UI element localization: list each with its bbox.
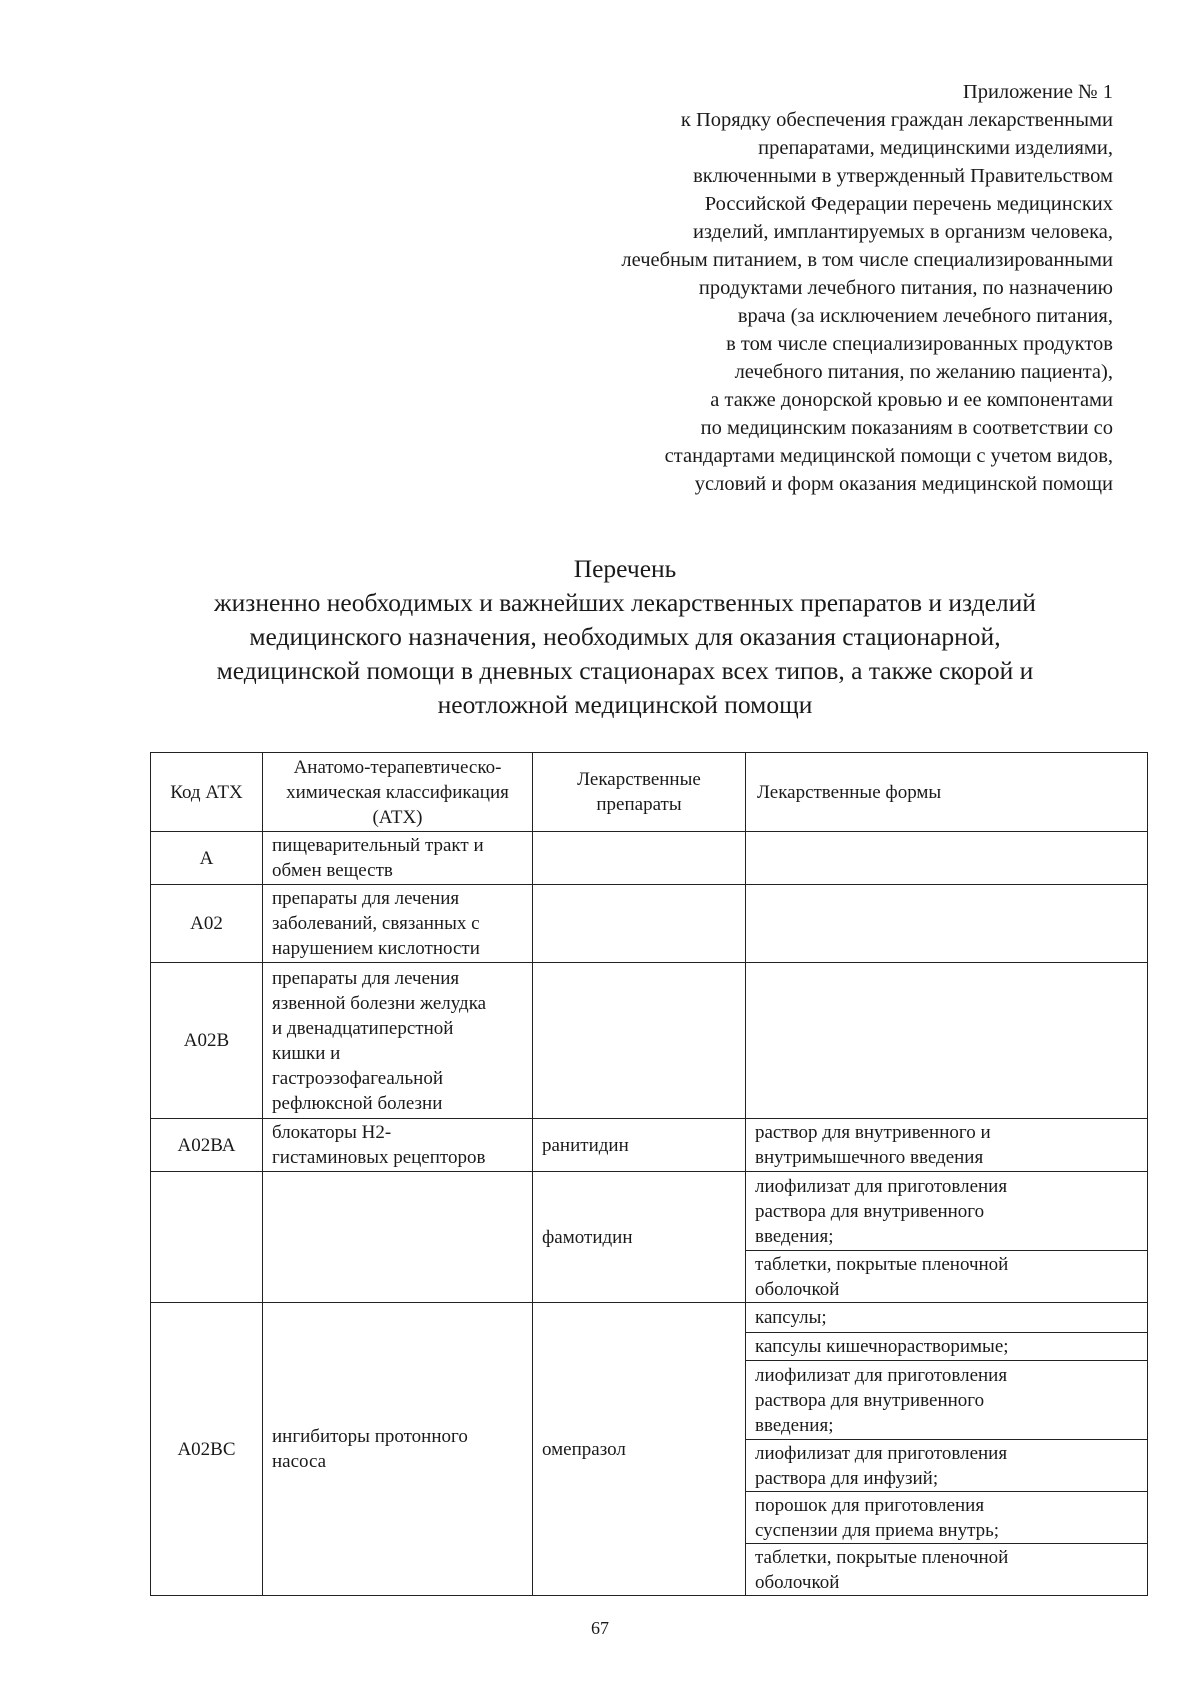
atc-code: А02ВС: [151, 1303, 263, 1596]
form-line: лиофилизат для приготовления: [755, 1364, 1008, 1386]
title-heading: Перечень: [573, 554, 677, 583]
header-drugs-line: препараты: [596, 794, 682, 815]
atc-code: [151, 1172, 263, 1303]
title-line: неотложной медицинской помощи: [437, 690, 813, 719]
atc-group-line: и двенадцатиперстной: [272, 1017, 454, 1039]
atc-code: А: [151, 832, 263, 885]
appendix-line: стандартами медицинской помощи с учетом видов,: [664, 445, 1113, 467]
appendix-line: по медицинским показаниям в соответствии со: [700, 417, 1113, 439]
header-drugs-line: Лекарственные: [577, 769, 701, 790]
appendix-line: продуктами лечебного питания, по назначению: [698, 277, 1113, 299]
appendix-line: в том числе специализированных продуктов: [726, 333, 1113, 355]
atc-group-line: ингибиторы протонного: [272, 1426, 468, 1447]
appendix-line: Российской Федерации перечень медицинских: [704, 193, 1113, 215]
appendix-line: условий и форм оказания медицинской помощи: [694, 473, 1113, 495]
form-cell: [746, 1333, 1148, 1361]
atc-code: А02В: [151, 963, 263, 1119]
atc-group: [263, 832, 533, 885]
title-line: жизненно необходимых и важнейших лекарственных препаратов и изделий: [214, 588, 1036, 617]
atc-group-line: язвенной болезни желудка: [272, 992, 487, 1014]
form-line: порошок для приготовления: [755, 1494, 985, 1516]
header-atc-line: (АТХ): [372, 806, 423, 828]
drug-name: фамотидин: [533, 1172, 746, 1303]
appendix-line: лечебного питания, по желанию пациента),: [734, 361, 1113, 383]
form-line: введения;: [755, 1414, 834, 1436]
form-cell: [746, 1361, 1148, 1440]
atc-group-line: гастроэзофагеальной: [272, 1067, 444, 1089]
title-line: медицинского назначения, необходимых для оказания стационарной,: [249, 622, 1001, 651]
form-line: таблетки, покрытые пленочной: [755, 1546, 1009, 1568]
atc-group-line: заболеваний, связанных с: [272, 913, 480, 934]
form-cell: [746, 963, 1148, 1119]
table-row: [151, 1172, 1148, 1251]
table-header-row: [151, 753, 1148, 832]
form-line: раствора для внутривенного: [755, 1200, 985, 1222]
appendix-line: препаратами, медицинскими изделиями,: [758, 137, 1113, 159]
appendix-line: Приложение № 1: [962, 81, 1113, 103]
appendix-line: включенными в утвержденный Правительством: [693, 165, 1113, 187]
atc-code: А02ВА: [151, 1119, 263, 1172]
title-line: медицинской помощи в дневных стационарах всех типов, а также скорой и: [216, 656, 1034, 685]
atc-group-line: препараты для лечения: [272, 967, 460, 989]
atc-group-line: нарушением кислотности: [272, 938, 480, 959]
form-cell: [746, 832, 1148, 885]
appendix-line: изделий, имплантируемых в организм человека,: [692, 221, 1113, 243]
header-atc-line: химическая классификация: [286, 781, 509, 803]
form-cell: [746, 1440, 1148, 1492]
appendix-line: лечебным питанием, в том числе специализированными: [621, 249, 1113, 271]
appendix-line: врача (за исключением лечебного питания,: [737, 305, 1113, 327]
form-line: введения;: [755, 1225, 834, 1247]
form-line: лиофилизат для приготовления: [755, 1175, 1008, 1197]
appendix-line: к Порядку обеспечения граждан лекарственными: [680, 109, 1113, 131]
atc-group: [263, 1119, 533, 1172]
page-number: 67: [591, 1618, 609, 1638]
drug-name: ранитидин: [533, 1119, 746, 1172]
form-line: оболочкой: [755, 1278, 840, 1300]
table-row: [151, 1119, 1148, 1172]
form-line: капсулы;: [755, 1307, 827, 1328]
form-line: раствор для внутривенного и: [755, 1122, 991, 1143]
drug-name: омепразол: [533, 1303, 746, 1596]
document-title: [150, 552, 1100, 722]
atc-group: [263, 1172, 533, 1303]
header-forms: Лекарственные формы: [746, 753, 1148, 832]
form-cell: [746, 1172, 1148, 1251]
drug-cell: [533, 832, 746, 885]
form-cell: [746, 1119, 1148, 1172]
atc-group-line: гистаминовых рецепторов: [272, 1147, 486, 1168]
header-atc-line: Анатомо-терапевтическо-: [293, 756, 502, 778]
atc-group-line: насоса: [272, 1451, 327, 1472]
atc-code: А02: [151, 885, 263, 963]
form-line: капсулы кишечнорастворимые;: [755, 1336, 1009, 1357]
form-line: раствора для инфузий;: [755, 1467, 939, 1489]
atc-group-line: рефлюксной болезни: [272, 1092, 443, 1114]
drug-cell: [533, 963, 746, 1119]
atc-group: [263, 885, 533, 963]
form-line: внутримышечного введения: [755, 1147, 984, 1168]
form-line: суспензии для приема внутрь;: [755, 1519, 1000, 1541]
table-row: [151, 963, 1148, 1119]
table-row: [151, 885, 1148, 963]
form-line: оболочкой: [755, 1571, 840, 1593]
atc-group-line: пищеварительный тракт и: [272, 835, 484, 856]
atc-group-line: кишки и: [272, 1042, 341, 1064]
atc-group: [263, 1303, 533, 1596]
atc-table: [150, 752, 1148, 1596]
header-drugs: [533, 753, 746, 832]
form-line: лиофилизат для приготовления: [755, 1442, 1008, 1464]
atc-group-line: обмен веществ: [272, 860, 393, 881]
table-row: [151, 1303, 1148, 1333]
appendix-header: [473, 78, 1113, 498]
atc-group-line: блокаторы Н2-: [272, 1122, 392, 1143]
atc-group-line: препараты для лечения: [272, 888, 460, 909]
appendix-line: а также донорской кровью и ее компонентами: [710, 389, 1113, 411]
form-cell: [746, 1303, 1148, 1333]
drug-cell: [533, 885, 746, 963]
form-cell: [746, 885, 1148, 963]
form-cell: [746, 1251, 1148, 1303]
atc-group: [263, 963, 533, 1119]
header-code: Код АТХ: [151, 753, 263, 832]
form-line: раствора для внутривенного: [755, 1389, 985, 1411]
form-cell: [746, 1492, 1148, 1544]
header-atc: [263, 753, 533, 832]
table-row: [151, 832, 1148, 885]
form-cell: [746, 1544, 1148, 1596]
form-line: таблетки, покрытые пленочной: [755, 1253, 1009, 1275]
